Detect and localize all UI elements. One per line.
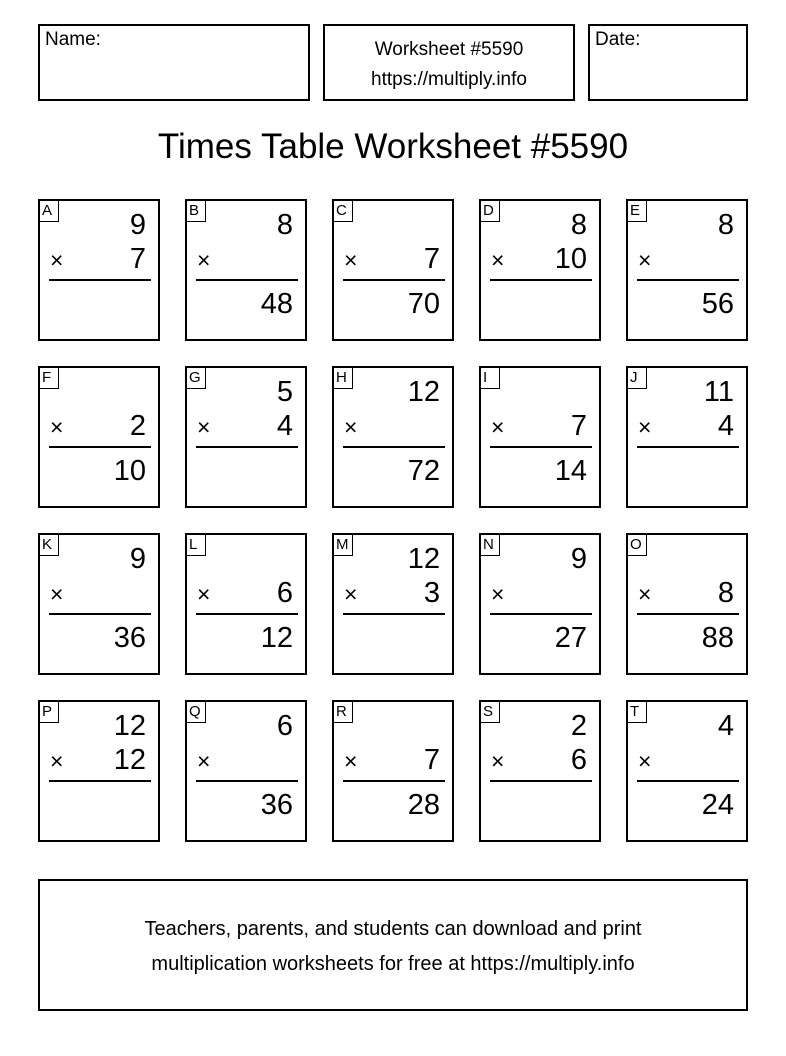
- problem-letter: C: [334, 201, 353, 222]
- times-sign: ×: [638, 414, 652, 440]
- page-title: Times Table Worksheet #5590: [157, 127, 629, 166]
- problem-letter: I: [481, 368, 500, 389]
- problem-card: [185, 199, 307, 341]
- times-sign: ×: [50, 748, 64, 774]
- multiplier: 10: [554, 243, 587, 275]
- multiplicand: 2: [570, 710, 587, 742]
- times-sign: ×: [344, 581, 358, 607]
- problem-card: [185, 366, 307, 508]
- product: 48: [260, 288, 293, 320]
- problem-card: [332, 533, 454, 675]
- name-box: [38, 24, 310, 101]
- times-sign: ×: [344, 748, 358, 774]
- worksheet-number: Worksheet #5590: [374, 39, 524, 60]
- problem-card: [38, 366, 160, 508]
- problem-card: [626, 199, 748, 341]
- worksheet-id-box: [323, 24, 575, 101]
- problem-card: [479, 366, 601, 508]
- times-sign: ×: [491, 247, 505, 273]
- multiplicand: 8: [717, 209, 734, 241]
- problem-letter: T: [628, 702, 647, 723]
- problem-card: [185, 533, 307, 675]
- date-box: [588, 24, 748, 101]
- multiplicand: 6: [276, 710, 293, 742]
- multiplicand: 8: [276, 209, 293, 241]
- answer-line: [637, 446, 739, 448]
- problem-letter: Q: [187, 702, 206, 723]
- problem-card: [626, 533, 748, 675]
- problem-card: [38, 533, 160, 675]
- multiplier: 12: [113, 744, 146, 776]
- product: 56: [701, 288, 734, 320]
- problem-card: [479, 199, 601, 341]
- date-label: Date:: [595, 29, 641, 50]
- multiplier: 7: [129, 243, 146, 275]
- product: 27: [554, 622, 587, 654]
- multiplier: 7: [570, 410, 587, 442]
- multiplier: 8: [717, 577, 734, 609]
- multiplicand: 12: [407, 543, 440, 575]
- problem-letter: S: [481, 702, 500, 723]
- multiplier: 7: [423, 243, 440, 275]
- footer-line-1: Teachers, parents, and students can download and print: [144, 918, 642, 940]
- answer-line: [196, 279, 298, 281]
- multiplicand: 11: [703, 376, 734, 408]
- answer-line: [343, 279, 445, 281]
- problem-letter: N: [481, 535, 500, 556]
- problem-letter: R: [334, 702, 353, 723]
- product: 14: [554, 455, 587, 487]
- problem-card: [479, 533, 601, 675]
- product: 12: [260, 622, 293, 654]
- times-sign: ×: [197, 414, 211, 440]
- product: 36: [260, 789, 293, 821]
- answer-line: [343, 446, 445, 448]
- problem-card: [185, 700, 307, 842]
- problem-card: [479, 700, 601, 842]
- answer-line: [196, 780, 298, 782]
- answer-line: [49, 279, 151, 281]
- multiplicand: 9: [129, 543, 146, 575]
- multiplicand: 9: [129, 209, 146, 241]
- footer-line-2: multiplication worksheets for free at https://multiply.info: [151, 953, 635, 975]
- times-sign: ×: [638, 581, 652, 607]
- answer-line: [637, 613, 739, 615]
- times-sign: ×: [197, 247, 211, 273]
- problem-letter: J: [628, 368, 647, 389]
- product: 24: [701, 789, 734, 821]
- times-sign: ×: [50, 247, 64, 273]
- answer-line: [196, 446, 298, 448]
- product: 36: [113, 622, 146, 654]
- times-sign: ×: [638, 247, 652, 273]
- problem-letter: D: [481, 201, 500, 222]
- answer-line: [490, 780, 592, 782]
- multiplier: 4: [717, 410, 734, 442]
- multiplier: 7: [423, 744, 440, 776]
- name-label: Name:: [45, 29, 101, 50]
- times-sign: ×: [344, 247, 358, 273]
- problem-letter: E: [628, 201, 647, 222]
- times-sign: ×: [491, 748, 505, 774]
- answer-line: [196, 613, 298, 615]
- answer-line: [490, 279, 592, 281]
- multiplier: 6: [276, 577, 293, 609]
- times-sign: ×: [344, 414, 358, 440]
- product: 88: [701, 622, 734, 654]
- problem-letter: F: [40, 368, 59, 389]
- multiplicand: 8: [570, 209, 587, 241]
- multiplicand: 9: [570, 543, 587, 575]
- problem-letter: H: [334, 368, 353, 389]
- times-sign: ×: [491, 581, 505, 607]
- footer-box: [38, 879, 748, 1011]
- answer-line: [637, 279, 739, 281]
- multiplicand: 12: [407, 376, 440, 408]
- times-sign: ×: [638, 748, 652, 774]
- problem-card: [332, 700, 454, 842]
- answer-line: [343, 780, 445, 782]
- multiplicand: 5: [276, 376, 293, 408]
- times-sign: ×: [50, 581, 64, 607]
- answer-line: [637, 780, 739, 782]
- problem-letter: A: [40, 201, 59, 222]
- problem-letter: M: [334, 535, 353, 556]
- problem-letter: O: [628, 535, 647, 556]
- multiplicand: 12: [113, 710, 146, 742]
- multiplier: 2: [129, 410, 146, 442]
- product: 72: [407, 455, 440, 487]
- multiplier: 6: [570, 744, 587, 776]
- answer-line: [490, 613, 592, 615]
- product: 28: [407, 789, 440, 821]
- multiplier: 4: [276, 410, 293, 442]
- times-sign: ×: [197, 581, 211, 607]
- problem-letter: K: [40, 535, 59, 556]
- times-sign: ×: [50, 414, 64, 440]
- multiplicand: 4: [717, 710, 734, 742]
- product: 10: [113, 455, 146, 487]
- multiplier: 3: [423, 577, 440, 609]
- problem-letter: B: [187, 201, 206, 222]
- problem-card: [626, 366, 748, 508]
- problem-letter: P: [40, 702, 59, 723]
- problem-card: [38, 700, 160, 842]
- answer-line: [343, 613, 445, 615]
- answer-line: [49, 780, 151, 782]
- problem-card: [332, 366, 454, 508]
- answer-line: [490, 446, 592, 448]
- times-sign: ×: [491, 414, 505, 440]
- worksheet-url: https://multiply.info: [371, 69, 527, 90]
- problem-letter: L: [187, 535, 206, 556]
- product: 70: [407, 288, 440, 320]
- problem-card: [38, 199, 160, 341]
- problem-card: [332, 199, 454, 341]
- problem-letter: G: [187, 368, 206, 389]
- answer-line: [49, 613, 151, 615]
- problem-card: [626, 700, 748, 842]
- answer-line: [49, 446, 151, 448]
- times-sign: ×: [197, 748, 211, 774]
